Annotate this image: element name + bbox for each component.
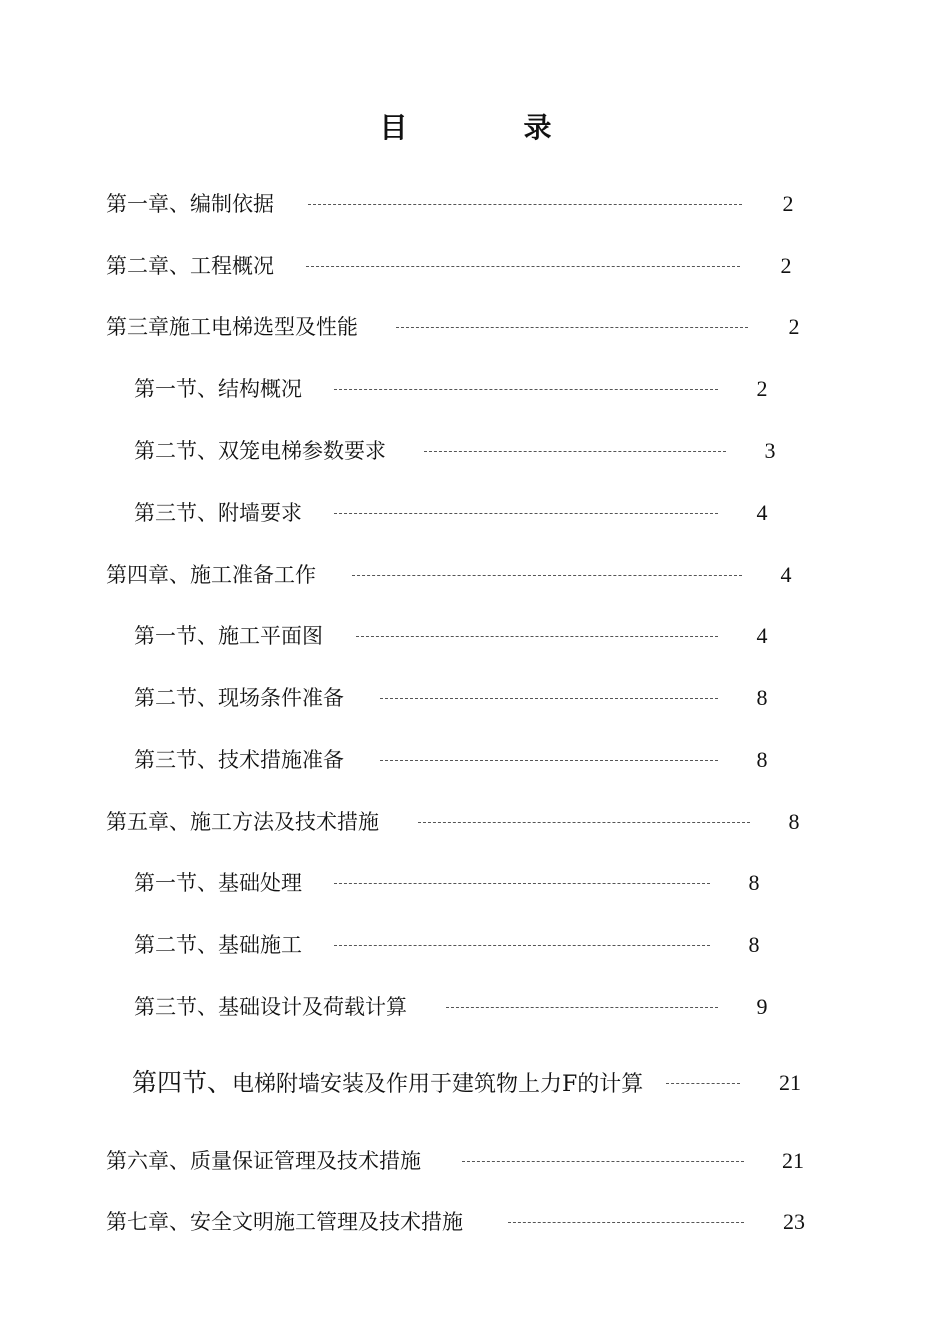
toc-page-number: 21 [782,1148,804,1173]
toc-title: 目 录 [379,111,596,144]
toc-entry-chapter-4[interactable] [106,560,826,590]
toc-entry-label [132,1068,643,1100]
toc-page-number: 4 [780,562,792,587]
toc-entry-section-5-2[interactable] [134,930,814,960]
toc-entry-label: 第一节、施工平面图 [134,624,323,648]
toc-page-number: 8 [756,747,768,772]
toc-entry-section-5-4[interactable] [132,1068,832,1098]
toc-entry-label: 第一章、编制依据 [106,192,274,216]
toc-leader-dots [306,266,740,267]
toc-leader-dots [334,883,710,884]
toc-leader-dots [462,1161,744,1162]
toc-entry-label: 第一节、基础处理 [134,871,302,895]
toc-entry-label: 第六章、质量保证管理及技术措施 [106,1149,421,1173]
toc-entry-section-5-1[interactable] [134,868,814,898]
toc-leader-dots [666,1083,740,1084]
toc-page-number: 21 [779,1070,801,1095]
toc-page-number: 8 [756,685,768,710]
toc-entry-chapter-5[interactable] [106,807,826,837]
toc-page-number: 4 [756,623,768,648]
toc-entry-section-3-1[interactable] [134,374,814,404]
toc-page-number: 23 [783,1209,805,1234]
toc-entry-label: 第三章施工电梯选型及性能 [106,315,358,339]
toc-entry-label: 第二章、工程概况 [106,254,274,278]
toc-entry-label: 第二节、双笼电梯参数要求 [134,439,386,463]
toc-entry-section-5-3[interactable] [134,992,814,1022]
toc-entry-label: 第五章、施工方法及技术措施 [106,810,379,834]
toc-entry-label: 第七章、安全文明施工管理及技术措施 [106,1210,463,1234]
toc-entry-section-3-2[interactable] [134,436,814,466]
toc-entry-section-4-1[interactable] [134,621,814,651]
toc-page-number: 2 [788,314,800,339]
toc-leader-dots [418,822,750,823]
toc-entry-section-4-2[interactable] [134,683,814,713]
toc-entry-label: 第二节、基础施工 [134,933,302,957]
toc-leader-dots [380,698,718,699]
toc-leader-dots [334,945,710,946]
toc-entry-chapter-6[interactable] [106,1146,826,1176]
toc-entry-chapter-7[interactable] [106,1207,826,1237]
toc-page-number: 4 [756,500,768,525]
toc-entry-label: 第一节、结构概况 [134,377,302,401]
toc-entry-chapter-1[interactable] [106,189,826,219]
toc-page-number: 9 [756,994,768,1019]
toc-leader-dots [356,636,718,637]
toc-entry-label: 第二节、现场条件准备 [134,686,344,710]
toc-leader-dots [508,1222,744,1223]
toc-leader-dots [334,389,718,390]
toc-entry-chapter-3[interactable] [106,312,826,342]
toc-leader-dots [308,204,742,205]
toc-leader-dots [446,1007,718,1008]
toc-entry-label: 第四章、施工准备工作 [106,563,316,587]
toc-page-number: 2 [780,253,792,278]
toc-page-number: 8 [748,870,760,895]
toc-page-number: 2 [756,376,768,401]
toc-leader-dots [334,513,718,514]
toc-entry-chapter-2[interactable] [106,251,826,281]
toc-entry-section-4-3[interactable] [134,745,814,775]
toc-leader-dots [396,327,748,328]
toc-leader-dots [424,451,726,452]
toc-entry-label-rest: 电梯附墙安装及作用于建筑物上力F的计算 [232,1072,644,1097]
toc-entry-label: 第三节、基础设计及荷载计算 [134,995,407,1019]
toc-page-number: 3 [764,438,776,463]
toc-page-number: 8 [748,932,760,957]
toc-entry-label: 第三节、技术措施准备 [134,748,344,772]
toc-leader-dots [352,575,742,576]
toc-page-number: 2 [782,191,794,216]
toc-entry-section-3-3[interactable] [134,498,814,528]
toc-entry-label-lead: 第四节、 [132,1068,233,1097]
toc-entry-label: 第三节、附墙要求 [134,501,302,525]
toc-page-number: 8 [788,809,800,834]
toc-leader-dots [380,760,718,761]
